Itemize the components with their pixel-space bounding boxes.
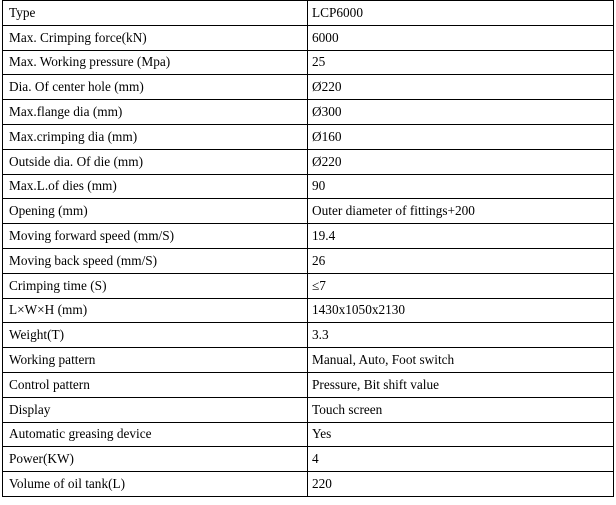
row-value: Outer diameter of fittings+200 [308, 199, 614, 224]
row-value: ≤7 [308, 273, 614, 298]
row-value: Manual, Auto, Foot switch [308, 348, 614, 373]
row-label: Outside dia. Of die (mm) [3, 149, 308, 174]
row-value: 220 [308, 472, 614, 497]
row-value: Ø300 [308, 100, 614, 125]
row-value: Ø220 [308, 149, 614, 174]
row-label: Max. Crimping force(kN) [3, 25, 308, 50]
table-row [3, 397, 614, 422]
row-label: Max.L.of dies (mm) [3, 174, 308, 199]
table-row [3, 348, 614, 373]
table-row [3, 298, 614, 323]
row-value: 1430x1050x2130 [308, 298, 614, 323]
row-label: Moving back speed (mm/S) [3, 248, 308, 273]
table-row [3, 447, 614, 472]
row-label: Control pattern [3, 372, 308, 397]
table-row [3, 323, 614, 348]
row-label: Weight(T) [3, 323, 308, 348]
row-label: Working pattern [3, 348, 308, 373]
row-label: Max.flange dia (mm) [3, 100, 308, 125]
row-value: 3.3 [308, 323, 614, 348]
row-label: Type [3, 1, 308, 26]
table-row [3, 224, 614, 249]
table-row [3, 100, 614, 125]
row-value: 4 [308, 447, 614, 472]
table-row [3, 1, 614, 26]
row-label: Volume of oil tank(L) [3, 472, 308, 497]
row-label: Display [3, 397, 308, 422]
row-value: LCP6000 [308, 1, 614, 26]
table-row [3, 174, 614, 199]
table-row [3, 149, 614, 174]
table-row [3, 199, 614, 224]
table-row [3, 124, 614, 149]
table-row [3, 25, 614, 50]
row-label: Power(KW) [3, 447, 308, 472]
row-label: Dia. Of center hole (mm) [3, 75, 308, 100]
row-label: Max. Working pressure (Mpa) [3, 50, 308, 75]
row-value: 19.4 [308, 224, 614, 249]
table-row [3, 75, 614, 100]
row-value: Ø160 [308, 124, 614, 149]
row-value: Yes [308, 422, 614, 447]
row-value: 90 [308, 174, 614, 199]
row-value: Touch screen [308, 397, 614, 422]
row-label: Moving forward speed (mm/S) [3, 224, 308, 249]
row-value: Ø220 [308, 75, 614, 100]
spec-table [2, 0, 614, 497]
row-label: Opening (mm) [3, 199, 308, 224]
table-row [3, 372, 614, 397]
row-label: Crimping time (S) [3, 273, 308, 298]
row-label: L×W×H (mm) [3, 298, 308, 323]
row-label: Max.crimping dia (mm) [3, 124, 308, 149]
table-row [3, 422, 614, 447]
row-value: 26 [308, 248, 614, 273]
table-row [3, 472, 614, 497]
table-row [3, 273, 614, 298]
row-value: 25 [308, 50, 614, 75]
table-row [3, 50, 614, 75]
row-value: Pressure, Bit shift value [308, 372, 614, 397]
table-row [3, 248, 614, 273]
spec-table-body [3, 1, 614, 497]
row-value: 6000 [308, 25, 614, 50]
row-label: Automatic greasing device [3, 422, 308, 447]
